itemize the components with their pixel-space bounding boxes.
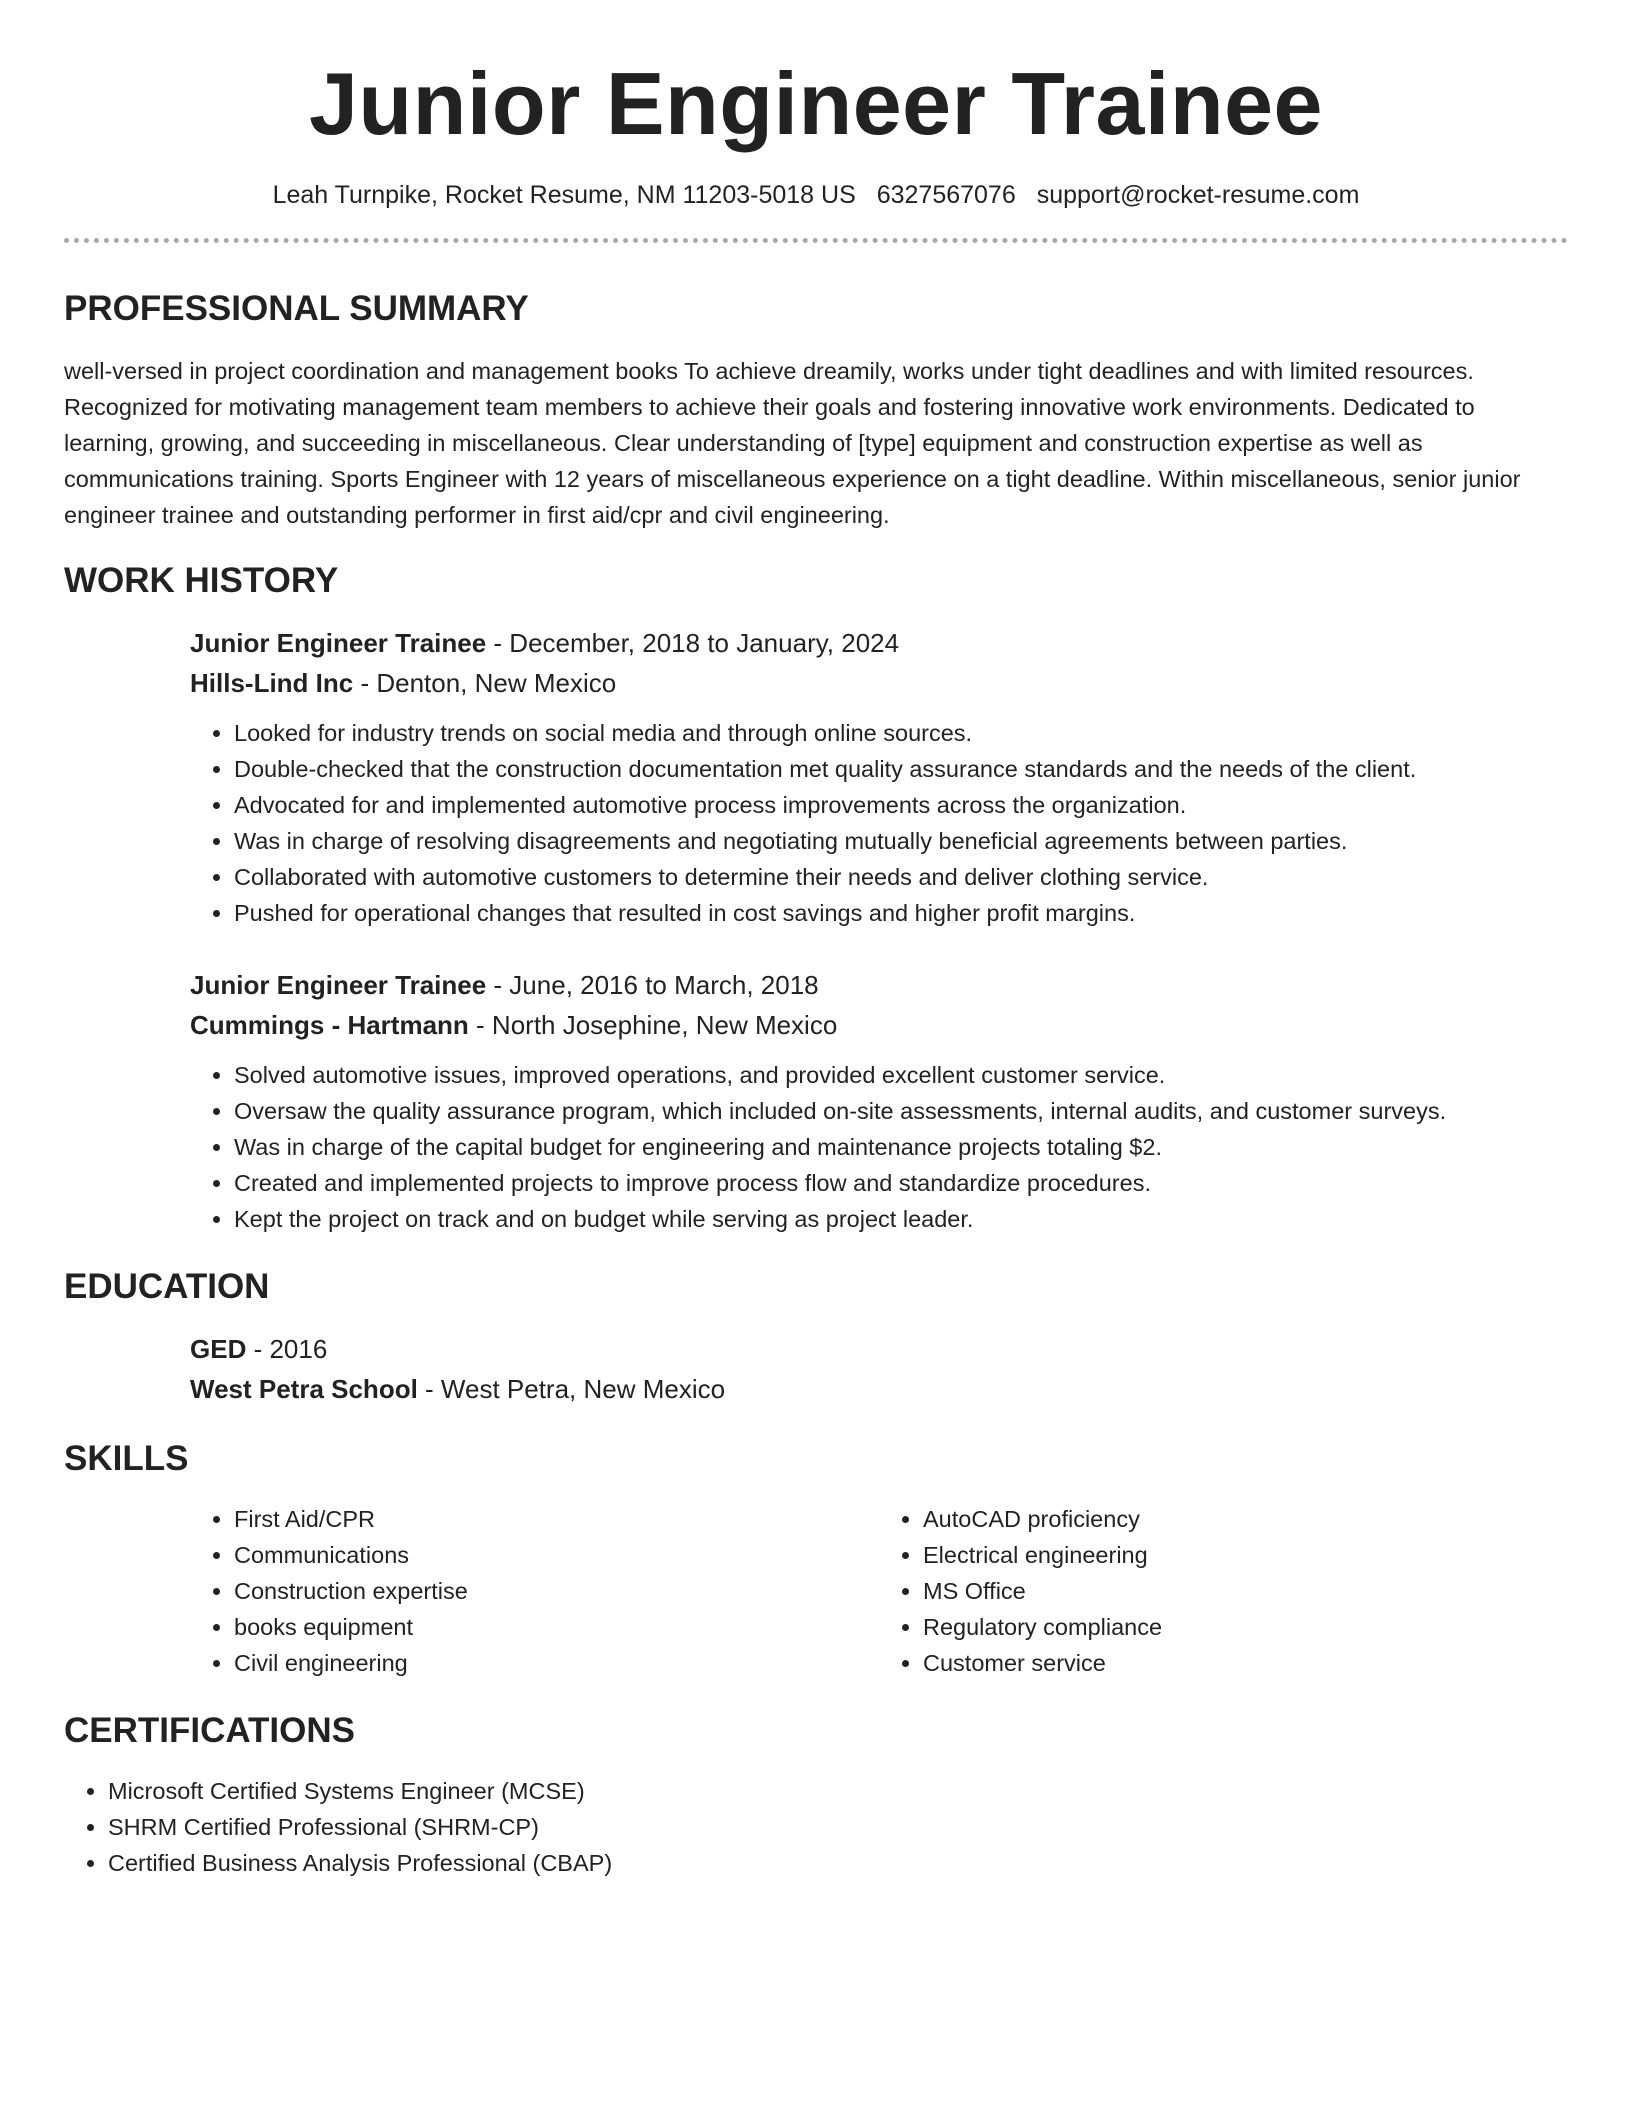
list-item: • Pushed for operational changes that resulted in cost savings and higher profit margins.: [234, 895, 1568, 931]
contact-address: Leah Turnpike, Rocket Resume, NM 11203-5018 US: [272, 181, 856, 209]
certification-item: • SHRM Certified Professional (SHRM-CP): [108, 1809, 1568, 1845]
skills-section: [64, 1437, 1568, 1681]
job-company: Cummings - Hartmann: [190, 1010, 469, 1040]
skill-item: • books equipment: [234, 1609, 879, 1645]
summary-heading: PROFESSIONAL SUMMARY: [64, 289, 529, 328]
list-item: • Created and implemented projects to improve process flow and standardize procedures.: [234, 1165, 1568, 1201]
work-history-heading: WORK HISTORY: [64, 561, 339, 600]
school-name: West Petra School: [190, 1374, 418, 1404]
list-item: • Looked for industry trends on social media and through online sources.: [234, 715, 1568, 751]
skills-column-left: [190, 1501, 879, 1681]
work-history-section: [64, 559, 1568, 1237]
list-item: • Was in charge of resolving disagreements and negotiating mutually beneficial agreements between parties.: [234, 823, 1568, 859]
job-company-line: [190, 663, 1568, 703]
job-title-line: [190, 965, 1568, 1005]
list-item: • Advocated for and implemented automotive process improvements across the organization.: [234, 787, 1568, 823]
certification-item: • Microsoft Certified Systems Engineer (MCSE): [108, 1773, 1568, 1809]
list-item: • Solved automotive issues, improved operations, and provided excellent customer service.: [234, 1057, 1568, 1093]
job-bullets: [190, 1057, 1568, 1237]
list-item: • Oversaw the quality assurance program, which included on-site assessments, internal audits, and customer surveys.: [234, 1093, 1568, 1129]
certification-item: • Certified Business Analysis Professional (CBAP): [108, 1845, 1568, 1881]
education-section: [64, 1265, 1568, 1409]
education-heading: EDUCATION: [64, 1267, 270, 1306]
school-line: [190, 1369, 1568, 1409]
job-title-line: [190, 623, 1568, 663]
skill-item: • AutoCAD proficiency: [923, 1501, 1568, 1537]
contact-line: [64, 178, 1568, 212]
skill-item: • Civil engineering: [234, 1645, 879, 1681]
resume-page: [64, 0, 1568, 1881]
degree-name: GED: [190, 1334, 247, 1364]
skill-item: • Construction expertise: [234, 1573, 879, 1609]
list-item: • Double-checked that the construction documentation met quality assurance standards and the needs of the client.: [234, 751, 1568, 787]
job-company: Hills-Lind Inc: [190, 668, 354, 698]
skill-item: • Communications: [234, 1537, 879, 1573]
contact-phone: 6327567076: [876, 181, 1016, 209]
job-location: - Denton, New Mexico: [353, 668, 617, 698]
skills-column-right: [879, 1501, 1568, 1681]
contact-email: support@rocket-resume.com: [1036, 181, 1360, 209]
skill-item: • Customer service: [923, 1645, 1568, 1681]
job-entry: [190, 623, 1568, 931]
resume-name-title: Junior Engineer Trainee: [308, 54, 1323, 153]
skills-heading: SKILLS: [64, 1439, 189, 1478]
job-company-line: [190, 1005, 1568, 1045]
summary-section: [64, 287, 1568, 533]
job-role: Junior Engineer Trainee: [190, 970, 487, 1000]
certifications-section: [64, 1709, 1568, 1881]
list-item: • Was in charge of the capital budget for engineering and maintenance projects totaling $2.: [234, 1129, 1568, 1165]
skill-item: • Regulatory compliance: [923, 1609, 1568, 1645]
job-bullets: [190, 715, 1568, 931]
degree-year: - 2016: [246, 1334, 328, 1364]
summary-text: well-versed in project coordination and management books To achieve dreamily, works under tight deadlines and with limited resources. Recognized for motivating management team members to achieve their goals and fostering innovative work environments. Dedicated to learning, growing, and succeeding in miscellaneous. Clear understanding of [type] equipment and construction expertise as well as communications training. Sports Engineer with 12 years of miscellaneous experience on a tight deadline. Within miscellaneous, senior junior engineer trainee and outstanding performer in first aid/cpr and civil engineering.: [64, 358, 1521, 528]
school-location: - West Petra, New Mexico: [417, 1374, 726, 1404]
job-entry: [190, 965, 1568, 1237]
skills-grid: [190, 1501, 1568, 1681]
job-dates: - June, 2016 to March, 2018: [486, 970, 819, 1000]
job-dates: - December, 2018 to January, 2024: [486, 628, 900, 658]
job-location: - North Josephine, New Mexico: [468, 1010, 838, 1040]
skill-item: • Electrical engineering: [923, 1537, 1568, 1573]
header-divider: [64, 238, 1568, 243]
job-role: Junior Engineer Trainee: [190, 628, 487, 658]
skill-item: • First Aid/CPR: [234, 1501, 879, 1537]
list-item: • Kept the project on track and on budget while serving as project leader.: [234, 1201, 1568, 1237]
degree-line: [190, 1329, 1568, 1369]
certifications-heading: CERTIFICATIONS: [64, 1711, 356, 1750]
skill-item: • MS Office: [923, 1573, 1568, 1609]
certifications-list: [64, 1773, 1568, 1881]
list-item: • Collaborated with automotive customers to determine their needs and deliver clothing service.: [234, 859, 1568, 895]
education-entry: [190, 1329, 1568, 1409]
